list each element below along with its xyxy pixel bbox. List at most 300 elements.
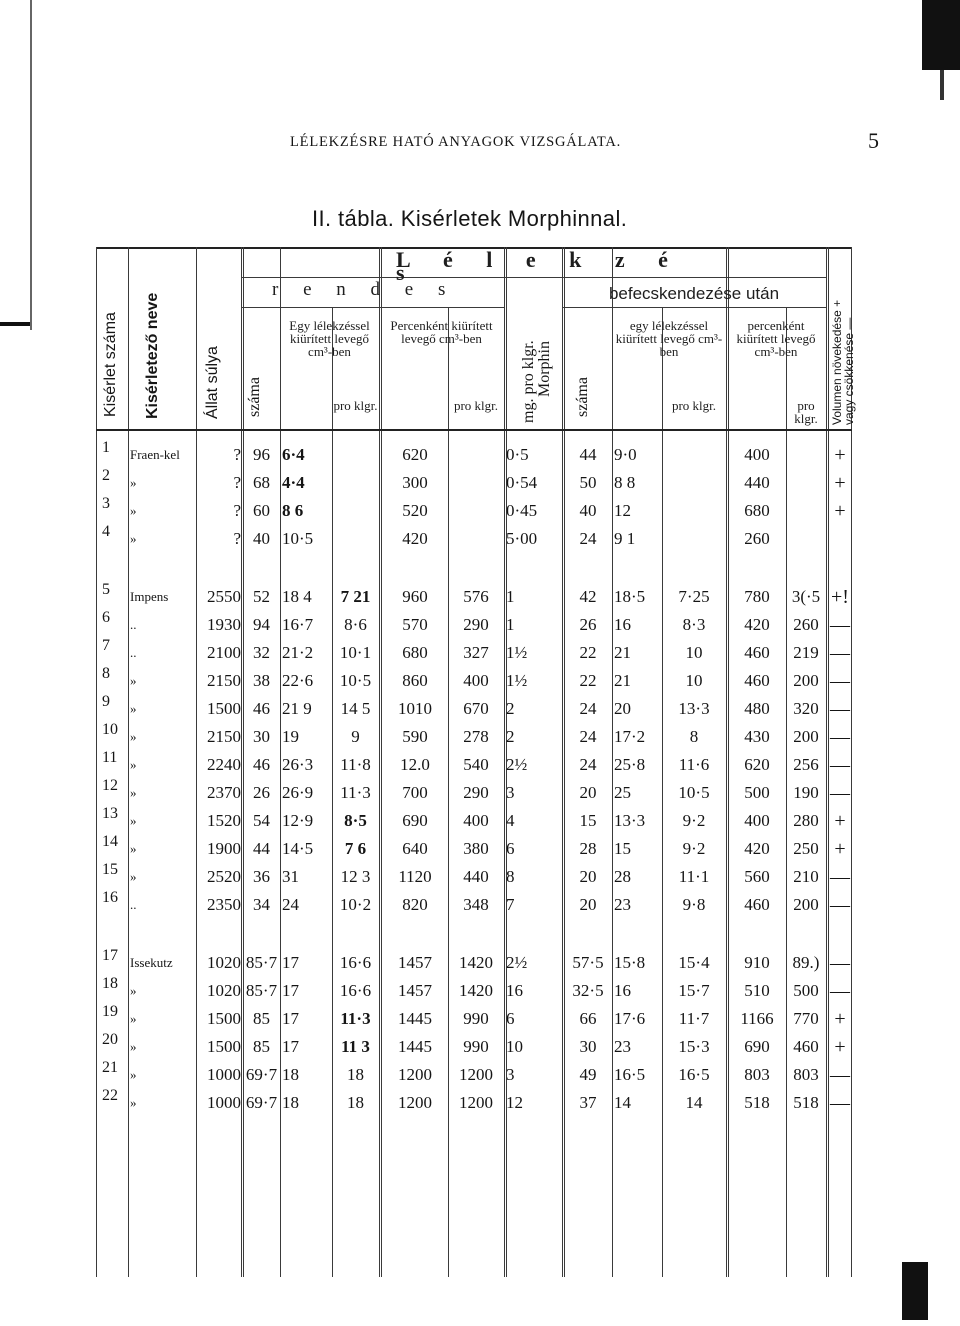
cell-perc2-pk: 260 — [793, 615, 819, 634]
cell-mg: 2 — [506, 699, 515, 718]
cell-name: » — [130, 869, 137, 884]
cell-perc2: 430 — [744, 727, 770, 746]
cell-weight: 1900 — [207, 839, 241, 858]
header-lelekzes: L é l e k z é s — [396, 247, 682, 285]
cell-vol: — — [830, 952, 850, 974]
cell-egy-pk: 8·5 — [344, 811, 367, 830]
cell-perc-pk: 348 — [463, 895, 489, 914]
cell-perc2-pk: 89.) — [792, 953, 820, 972]
cell-weight: 1500 — [207, 699, 241, 718]
cell-sz2: 40 — [579, 501, 597, 520]
page-number: 5 — [868, 128, 879, 153]
cell-perc-pk: 1200 — [459, 1065, 493, 1084]
cell-egy2: 15 — [614, 839, 631, 858]
cell-sz: 85·7 — [245, 953, 278, 972]
cell-sz: 68 — [253, 473, 270, 492]
cell-egy: 12·9 — [282, 811, 314, 830]
cell-perc2: 1166 — [740, 1009, 774, 1028]
cell-weight: 1500 — [207, 1009, 241, 1028]
cell-perc: 1120 — [398, 867, 432, 886]
cell-egy-pk: 11 3 — [341, 1037, 370, 1056]
cell-vol: + — [834, 1036, 846, 1058]
cell-sz2: 15 — [579, 811, 597, 830]
cell-perc: 960 — [402, 587, 428, 606]
cell-mg: 1 — [506, 615, 515, 634]
cell-perc2-pk: 3(·5 — [791, 587, 821, 606]
cell-egy2: 14 — [614, 1093, 631, 1112]
cell-egy2: 25 — [614, 783, 631, 802]
cell-name: » — [130, 1011, 137, 1026]
cell-egy2-pk: 10 — [685, 671, 703, 690]
cell-sz: 46 — [253, 699, 270, 718]
cell-sz2: 30 — [579, 1037, 597, 1056]
col-header-kiserlet-szama: Kisérlet száma — [102, 312, 119, 417]
col-header-volumen: Volumen növekedése + — [830, 299, 844, 425]
col-line — [280, 247, 281, 1277]
row-number: 15 — [102, 861, 118, 878]
cell-egy-pk: 11·8 — [340, 755, 371, 774]
cell-egy2-pk: 9·2 — [682, 811, 706, 830]
row-number: 8 — [102, 665, 110, 682]
col-header-szama: száma — [246, 377, 263, 417]
cell-perc: 1010 — [398, 699, 432, 718]
cell-weight: 2150 — [207, 671, 241, 690]
cell-sz2: 28 — [579, 839, 597, 858]
cell-egy-pk: 8·6 — [344, 615, 367, 634]
cell-egy-pk: 11·3 — [340, 1009, 371, 1028]
cell-vol: + — [834, 1008, 846, 1030]
cell-perc2: 780 — [744, 587, 770, 606]
cell-name: » — [130, 841, 137, 856]
cell-perc-pk: 400 — [463, 671, 489, 690]
cell-weight: 2520 — [207, 867, 241, 886]
cell-perc2-pk: 770 — [793, 1009, 819, 1028]
col-header-egy-lelekzessel-2: egy lélekzéssel kiürített levegő cm³-ben — [615, 318, 723, 359]
cell-perc-pk: 327 — [463, 643, 489, 662]
cell-sz: 52 — [253, 587, 270, 606]
cell-egy2-pk: 16·5 — [678, 1065, 710, 1084]
cell-weight: 2350 — [207, 895, 241, 914]
cell-vol: + — [834, 810, 846, 832]
cell-egy: 22·6 — [282, 671, 314, 690]
cell-sz: 38 — [253, 671, 270, 690]
cell-perc2-pk: 200 — [793, 895, 819, 914]
row-number: 7 — [102, 637, 110, 654]
cell-mg: 10 — [506, 1037, 523, 1056]
cell-name: » — [130, 1067, 137, 1082]
col-header-mg-pro-klgr: mg. pro klgr. — [520, 340, 537, 423]
cell-egy2: 23 — [614, 1037, 631, 1056]
cell-perc2: 680 — [744, 501, 770, 520]
cell-perc2: 260 — [744, 529, 770, 548]
cell-perc2: 420 — [744, 839, 770, 858]
cell-egy2-pk: 11·7 — [678, 1009, 710, 1028]
cell-sz: 44 — [253, 839, 270, 858]
cell-perc: 570 — [402, 615, 428, 634]
cell-name: » — [130, 701, 137, 716]
row-number: 10 — [102, 721, 118, 738]
cell-vol: — — [830, 1092, 850, 1114]
cell-mg: 8 — [506, 867, 515, 886]
cell-egy2-pk: 15·3 — [678, 1037, 710, 1056]
cell-perc-pk: 380 — [463, 839, 489, 858]
cell-name: » — [130, 1095, 137, 1110]
cell-egy2-pk: 7·25 — [678, 587, 710, 606]
cell-egy2-pk: 8·3 — [682, 615, 706, 634]
cell-mg: 7 — [506, 895, 515, 914]
cell-egy2: 28 — [614, 867, 631, 886]
cell-mg: 1 — [506, 587, 515, 606]
cell-egy: 21·2 — [282, 643, 314, 662]
header-line — [241, 307, 504, 308]
cell-perc: 1457 — [398, 953, 432, 972]
cell-vol: — — [830, 642, 850, 664]
cell-mg: 0·45 — [506, 501, 538, 520]
cell-mg: 2½ — [506, 755, 528, 774]
cell-perc: 700 — [402, 783, 428, 802]
cell-weight: 1000 — [207, 1093, 241, 1112]
cell-name: » — [130, 1039, 137, 1054]
cell-sz2: 66 — [579, 1009, 597, 1028]
cell-sz: 69·7 — [245, 1093, 278, 1112]
col-header-egy-lelekzessel: Egy lélekzéssel kiürített levegő cm³-ben — [289, 318, 370, 359]
cell-egy: 4·4 — [282, 473, 305, 492]
cell-sz: 69·7 — [245, 1065, 278, 1084]
cell-perc: 1445 — [398, 1009, 432, 1028]
row-number: 13 — [102, 805, 118, 822]
cell-egy-pk: 9 — [351, 727, 360, 746]
cell-sz2: 26 — [579, 615, 597, 634]
cell-perc2-pk: 460 — [793, 1037, 819, 1056]
col-header-szama-2: száma — [574, 377, 591, 417]
cell-mg: 4 — [506, 811, 515, 830]
cell-perc: 820 — [402, 895, 428, 914]
cell-weight: ? — [233, 529, 241, 548]
cell-mg: 1½ — [506, 671, 528, 690]
cell-egy2: 8 8 — [614, 473, 636, 492]
cell-vol: — — [830, 894, 850, 916]
cell-sz: 85 — [253, 1037, 270, 1056]
cell-perc: 1457 — [398, 981, 432, 1000]
cell-sz2: 22 — [579, 643, 597, 662]
cell-vol: — — [830, 670, 850, 692]
cell-perc2: 560 — [744, 867, 770, 886]
cell-perc2: 500 — [744, 783, 770, 802]
cell-egy-pk: 18 — [347, 1065, 364, 1084]
cell-vol: — — [830, 782, 850, 804]
row-number: 14 — [102, 833, 118, 850]
row-number: 19 — [102, 1003, 118, 1020]
cell-egy: 16·7 — [282, 615, 314, 634]
col-header-csokkenese: vagy csökkenése — — [842, 317, 856, 425]
cell-name: Issekutz — [130, 955, 173, 970]
cell-mg: 3 — [506, 1065, 515, 1084]
cell-sz: 96 — [253, 445, 270, 464]
row-number: 16 — [102, 889, 118, 906]
row-number: 20 — [102, 1031, 118, 1048]
cell-perc2: 420 — [744, 615, 770, 634]
cell-egy-pk: 11·3 — [340, 783, 371, 802]
cell-egy: 26·3 — [282, 755, 314, 774]
cell-perc2: 460 — [744, 895, 770, 914]
cell-sz2: 20 — [579, 867, 597, 886]
cell-perc2: 400 — [744, 445, 770, 464]
cell-perc: 420 — [402, 529, 428, 548]
cell-egy2: 9 1 — [614, 529, 636, 548]
cell-name: » — [130, 729, 137, 744]
header-befecskendezese-utan: befecskendezése után — [608, 284, 780, 303]
row-number: 4 — [102, 523, 110, 540]
cell-name: » — [130, 475, 137, 490]
cell-perc2: 690 — [744, 1037, 770, 1056]
cell-egy2-pk: 14 — [685, 1093, 703, 1112]
cell-perc2: 620 — [744, 755, 770, 774]
cell-mg: 6 — [506, 1009, 515, 1028]
cell-egy: 26·9 — [282, 783, 314, 802]
cell-egy2: 13·3 — [614, 811, 646, 830]
col-line — [612, 247, 613, 1277]
cell-sz2: 20 — [579, 895, 597, 914]
cell-egy2: 16·5 — [614, 1065, 646, 1084]
cell-egy: 17 — [282, 953, 299, 972]
scan-corner-mark-bottom — [902, 1262, 928, 1320]
cell-name: .. — [130, 645, 137, 660]
cell-egy-pk: 10·5 — [339, 671, 372, 690]
row-number: 18 — [102, 975, 118, 992]
cell-egy-pk: 7 21 — [340, 587, 371, 606]
cell-egy-pk: 7 6 — [344, 839, 367, 858]
col-header-kiserletezo-neve: Kisérletező neve — [144, 292, 161, 419]
cell-sz2: 50 — [579, 473, 597, 492]
cell-vol: + — [834, 444, 846, 466]
cell-name: Impens — [130, 589, 169, 604]
cell-vol: — — [830, 980, 850, 1002]
cell-egy: 24 — [282, 895, 299, 914]
cell-name: .. — [130, 617, 137, 632]
cell-sz: 46 — [253, 755, 270, 774]
cell-vol: — — [830, 866, 850, 888]
cell-perc2-pk: 280 — [793, 811, 819, 830]
cell-perc-pk: 290 — [463, 783, 489, 802]
cell-vol: — — [830, 614, 850, 636]
cell-egy: 31 — [282, 867, 299, 886]
cell-egy: 17 — [282, 1037, 299, 1056]
header-bottom-border — [96, 429, 852, 431]
cell-vol: — — [830, 1064, 850, 1086]
cell-name: .. — [130, 897, 137, 912]
cell-perc2: 510 — [744, 981, 770, 1000]
cell-perc-pk: 290 — [463, 615, 489, 634]
cell-sz2: 44 — [579, 445, 597, 464]
cell-vol: + — [834, 472, 846, 494]
cell-perc2: 803 — [744, 1065, 770, 1084]
cell-perc: 520 — [402, 501, 428, 520]
cell-egy2: 16 — [614, 615, 631, 634]
col-header-percenkent: Percenként kiürített levegő cm³-ben — [390, 318, 493, 346]
cell-vol: — — [830, 698, 850, 720]
cell-vol: — — [830, 726, 850, 748]
scan-edge-mark-2 — [30, 0, 32, 330]
cell-perc-pk: 278 — [463, 727, 489, 746]
cell-perc2-pk: 518 — [793, 1093, 819, 1112]
cell-mg: 12 — [506, 1093, 523, 1112]
cell-weight: 1930 — [207, 615, 241, 634]
table-title: II. tábla. Kisérletek Morphinnal. — [312, 206, 628, 231]
cell-egy: 10·5 — [282, 529, 314, 548]
cell-sz2: 24 — [579, 727, 597, 746]
cell-mg: 1½ — [506, 643, 528, 662]
cell-perc2: 440 — [744, 473, 770, 492]
cell-sz: 94 — [253, 615, 270, 634]
cell-egy: 14·5 — [282, 839, 314, 858]
cell-egy2: 17·6 — [614, 1009, 646, 1028]
cell-egy2: 25·8 — [614, 755, 646, 774]
cell-sz2: 20 — [579, 783, 597, 802]
cell-weight: 1020 — [207, 953, 241, 972]
cell-egy-pk: 12 3 — [340, 867, 371, 886]
row-number: 1 — [102, 439, 110, 456]
cell-perc: 1445 — [398, 1037, 432, 1056]
cell-egy2-pk: 9·2 — [682, 839, 706, 858]
cell-perc2-pk: 500 — [793, 981, 819, 1000]
cell-sz2: 49 — [579, 1065, 597, 1084]
cell-egy: 17 — [282, 981, 299, 1000]
scan-corner-mark-top — [922, 0, 960, 70]
cell-sz: 54 — [253, 811, 270, 830]
cell-weight: 1520 — [207, 811, 241, 830]
cell-perc2-pk: 200 — [793, 671, 819, 690]
cell-perc: 12.0 — [400, 755, 430, 774]
cell-egy2: 9·0 — [614, 445, 637, 464]
col-header-pro-klgr-2: pro klgr. — [453, 398, 499, 413]
cell-name: Fraen-kel — [130, 447, 180, 462]
cell-egy: 18 — [282, 1093, 299, 1112]
col-header-pro-klgr-4: pro klgr. — [794, 398, 818, 426]
cell-sz: 85·7 — [245, 981, 278, 1000]
cell-perc: 1200 — [398, 1093, 432, 1112]
cell-egy: 18 — [282, 1065, 299, 1084]
cell-egy-pk: 10·1 — [339, 643, 372, 662]
cell-perc-pk: 440 — [463, 867, 489, 886]
cell-perc: 640 — [402, 839, 428, 858]
cell-weight: 2150 — [207, 727, 241, 746]
cell-egy2: 17·2 — [614, 727, 646, 746]
cell-sz2: 24 — [579, 755, 597, 774]
cell-perc2-pk: 200 — [793, 727, 819, 746]
cell-mg: 5·00 — [506, 529, 538, 548]
cell-weight: 1500 — [207, 1037, 241, 1056]
cell-sz2: 57·5 — [572, 953, 604, 972]
cell-sz: 36 — [253, 867, 270, 886]
cell-egy-pk: 16·6 — [339, 953, 372, 972]
cell-egy2-pk: 9·8 — [682, 895, 706, 914]
cell-egy: 19 — [282, 727, 299, 746]
cell-mg: 3 — [506, 783, 515, 802]
col-header-percenkent-2: percenként kiürített levegő cm³-ben — [736, 318, 816, 359]
cell-perc: 1200 — [398, 1065, 432, 1084]
cell-weight: 2240 — [207, 755, 241, 774]
row-number: 12 — [102, 777, 118, 794]
cell-egy2-pk: 15·4 — [678, 953, 710, 972]
cell-weight: 1020 — [207, 981, 241, 1000]
cell-egy2: 16 — [614, 981, 631, 1000]
cell-sz2: 32·5 — [572, 981, 604, 1000]
cell-sz2: 37 — [579, 1093, 597, 1112]
row-number: 17 — [102, 947, 118, 964]
cell-sz: 60 — [253, 501, 270, 520]
cell-perc-pk: 1200 — [459, 1093, 493, 1112]
scan-corner-mark-top-thin — [940, 70, 944, 100]
row-number: 9 — [102, 693, 110, 710]
cell-egy2-pk: 11·1 — [678, 867, 710, 886]
cell-perc: 300 — [402, 473, 428, 492]
cell-perc2-pk: 250 — [793, 839, 819, 858]
cell-sz: 40 — [253, 529, 270, 548]
cell-vol: + — [834, 500, 846, 522]
cell-perc: 590 — [402, 727, 428, 746]
cell-perc2: 518 — [744, 1093, 770, 1112]
cell-name: » — [130, 757, 137, 772]
row-number: 22 — [102, 1087, 118, 1104]
cell-name: » — [130, 503, 137, 518]
cell-perc: 680 — [402, 643, 428, 662]
cell-perc-pk: 1420 — [459, 981, 493, 1000]
cell-perc-pk: 990 — [463, 1037, 489, 1056]
cell-egy2: 15·8 — [614, 953, 646, 972]
cell-egy2: 12 — [614, 501, 631, 520]
cell-perc: 860 — [402, 671, 428, 690]
cell-weight: ? — [233, 501, 241, 520]
cell-egy: 21 9 — [282, 699, 312, 718]
cell-perc2-pk: 320 — [793, 699, 819, 718]
scan-edge-mark — [0, 322, 30, 326]
header-line — [562, 307, 826, 308]
cell-perc2: 480 — [744, 699, 770, 718]
cell-perc-pk: 990 — [463, 1009, 489, 1028]
cell-egy2-pk: 8 — [689, 727, 699, 746]
row-number: 21 — [102, 1059, 118, 1076]
morphin-data-table — [96, 247, 856, 1277]
col-header-pro-klgr-3: pro klgr. — [671, 398, 717, 413]
cell-egy2-pk: 11·6 — [678, 755, 710, 774]
col-line — [96, 247, 97, 1277]
cell-name: » — [130, 813, 137, 828]
cell-mg: 0·5 — [506, 445, 529, 464]
cell-weight: 2370 — [207, 783, 241, 802]
cell-sz: 30 — [253, 727, 270, 746]
cell-sz: 32 — [253, 643, 270, 662]
cell-egy: 6·4 — [282, 445, 305, 464]
cell-sz2: 42 — [579, 587, 597, 606]
cell-name: » — [130, 785, 137, 800]
cell-perc2-pk: 219 — [793, 643, 819, 662]
cell-perc-pk: 670 — [463, 699, 489, 718]
cell-egy2-pk: 15·7 — [678, 981, 710, 1000]
cell-perc2: 400 — [744, 811, 770, 830]
cell-weight: ? — [233, 473, 241, 492]
cell-mg: 16 — [506, 981, 523, 1000]
col-line — [128, 247, 129, 1277]
cell-vol: +! — [831, 586, 849, 608]
cell-egy2: 23 — [614, 895, 631, 914]
row-number: 11 — [102, 749, 118, 766]
cell-perc2-pk: 803 — [793, 1065, 819, 1084]
col-header-morphin: Morphin — [536, 341, 553, 397]
cell-perc2: 460 — [744, 671, 770, 690]
cell-sz2: 22 — [579, 671, 597, 690]
col-header-allat-sulya: Állat súlya — [204, 346, 221, 419]
cell-perc2-pk: 256 — [793, 755, 819, 774]
